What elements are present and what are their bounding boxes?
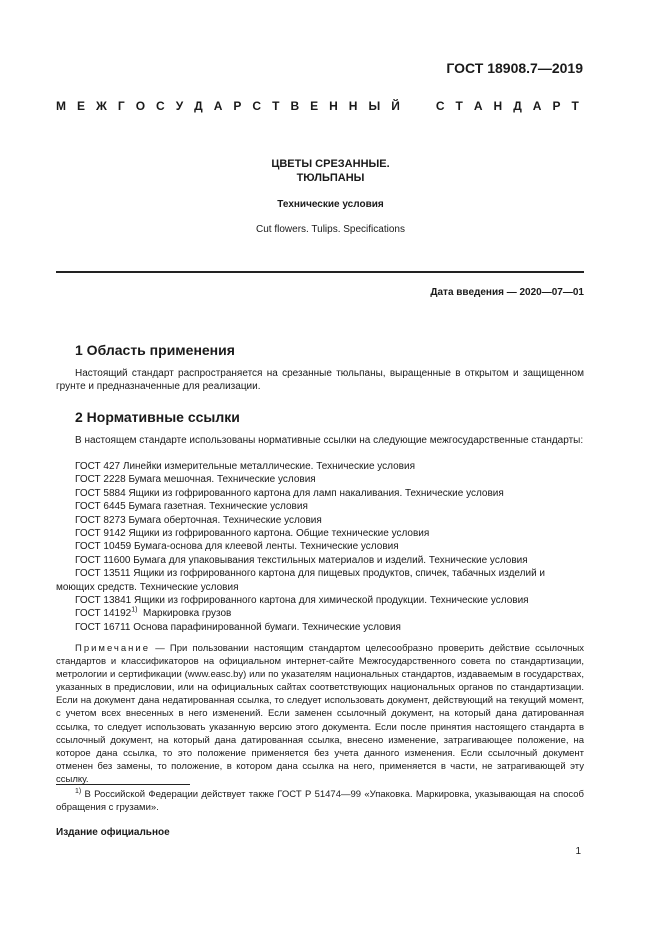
banner-letter: Й bbox=[391, 99, 400, 113]
english-title: Cut flowers. Tulips. Specifications bbox=[256, 224, 405, 235]
banner-letter: М bbox=[56, 99, 66, 113]
page-number: 1 bbox=[575, 846, 581, 857]
banner-letter: О bbox=[135, 99, 146, 113]
banner-letter: Е bbox=[77, 99, 86, 113]
document-code: ГОСТ 18908.7—2019 bbox=[446, 60, 583, 76]
banner-letter: Е bbox=[310, 99, 319, 113]
banner-letter: В bbox=[290, 99, 300, 113]
banner-letter: А bbox=[532, 99, 542, 113]
reference-item: ГОСТ 6445 Бумага газетная. Технические условия bbox=[75, 501, 308, 513]
reference-item: ГОСТ 9142 Ящики из гофрированного картона. Общие технические условия bbox=[75, 528, 430, 540]
title-line-1: ЦВЕТЫ СРЕЗАННЫЕ. bbox=[271, 158, 390, 170]
banner-letter: Р bbox=[233, 99, 242, 113]
document-subtitle: Технические условия bbox=[277, 199, 384, 210]
reference-item: ГОСТ 11600 Бумага для упаковывания текстильных материалов и изделий. Технические условия bbox=[75, 554, 528, 566]
reference-item: ГОСТ 16711 Основа парафинированной бумаги. Технические условия bbox=[75, 621, 401, 633]
banner-letter: Н bbox=[348, 99, 358, 113]
banner-letter: Д bbox=[194, 99, 203, 113]
reference-item: ГОСТ 5884 Ящики из гофрированного картона для ламп накаливания. Технические условия bbox=[75, 487, 504, 499]
banner-letter: У bbox=[175, 99, 184, 113]
section-1-text: Настоящий стандарт распространяется на срезанные тюльпаны, выращенные в открытом и защищенном грунте и предназначенные для реализации. bbox=[56, 368, 584, 393]
header-divider bbox=[56, 271, 584, 273]
note-label: Примечание bbox=[75, 643, 150, 654]
footnote-text: В Российской Федерации действует также ГОСТ Р 51474—99 «Упаковка. Маркировка, указывающая на способ обращения с грузами». bbox=[56, 789, 584, 813]
footnote bbox=[56, 788, 584, 814]
reference-item: ГОСТ 2228 Бумага мешочная. Технические условия bbox=[75, 474, 316, 486]
reference-item: ГОСТ 427 Линейки измерительные металлические. Технические условия bbox=[75, 461, 415, 472]
banner-letter: Н bbox=[493, 99, 503, 113]
banner-word-gap bbox=[411, 99, 425, 113]
document-title bbox=[0, 157, 661, 185]
banner-letter: С bbox=[252, 99, 262, 113]
reference-item: ГОСТ 10459 Бумага-основа для клеевой ленты. Технические условия bbox=[75, 541, 399, 553]
reference-item: ГОСТ 13841 Ящики из гофрированного картона для химической продукции. Технические условия bbox=[75, 595, 529, 607]
reference-item: ГОСТ 14192$^{1)}$ Маркировка грузов bbox=[75, 607, 232, 620]
official-edition-label: Издание официальное bbox=[56, 827, 170, 838]
reference-item: ГОСТ 13511 Ящики из гофрированного картона для пищевых продуктов, спичек, табачных изделий и моющих средств. Технические условия bbox=[56, 568, 546, 593]
banner-letter: Р bbox=[552, 99, 561, 113]
note-text: — При пользовании настоящим стандартом целесообразно проверить действие ссылочных стандартов и классификаторов на официальном интернет-сайте Межгосударственного совета по стандартизации, метрологии и сертификации (www.easc.by) или по указателям национальных стандартов, издаваемым в государствах, указанных в предисловии, или на официальных сайтах соответствующих национальных органов по стандартизации. Если на документ дана недатированная ссылка, то следует использовать документ, действующий на текущий момент, с учетом всех внесенных в него изменений. Если заменен ссылочный документ, на который дана датированная ссылка, то следует использовать указанную версию этого документа. Если после принятия настоящего стандарта в ссылочный документ, на который дана датированная ссылка, внесено изменение, затрагивающее положение, на которое дана ссылка, то это положение применяется без учета данного изменения. Если ссылочный документ отменен без замены, то положение, в котором дана ссылка на него, применяется в части, не затрагивающей эту ссылку. bbox=[56, 643, 584, 785]
section-2-heading: 2 Нормативные ссылки bbox=[75, 409, 240, 425]
reference-item: ГОСТ 8273 Бумага оберточная. Технические условия bbox=[75, 514, 322, 526]
banner-letter: Т bbox=[272, 99, 280, 113]
section-2-intro: В настоящем стандарте использованы нормативные ссылки на следующие межгосударственные стандарты: bbox=[75, 435, 584, 446]
banner-letter: А bbox=[213, 99, 223, 113]
note-paragraph bbox=[56, 642, 584, 786]
title-line-2: ТЮЛЬПАНЫ bbox=[296, 172, 365, 184]
banner-letter: Ж bbox=[96, 99, 107, 113]
banner-letter: Т bbox=[455, 99, 463, 113]
footnote-divider bbox=[56, 784, 190, 785]
banner-letter: Н bbox=[329, 99, 338, 113]
footnote-mark: 1) bbox=[75, 787, 82, 795]
banner-letter: Г bbox=[117, 99, 125, 113]
banner-letter: Т bbox=[571, 99, 579, 113]
section-1-heading: 1 Область применения bbox=[75, 342, 235, 358]
banner-letter: С bbox=[435, 99, 445, 113]
banner-letter: А bbox=[473, 99, 483, 113]
banner-letter: С bbox=[156, 99, 165, 113]
footnote-marker: 1) bbox=[131, 607, 138, 615]
introduction-date: Дата введения — 2020—07—01 bbox=[430, 287, 584, 298]
interstate-standard-banner bbox=[56, 99, 579, 113]
banner-letter: Д bbox=[513, 99, 522, 113]
banner-letter: Ы bbox=[368, 99, 381, 113]
reference-list bbox=[56, 460, 584, 634]
